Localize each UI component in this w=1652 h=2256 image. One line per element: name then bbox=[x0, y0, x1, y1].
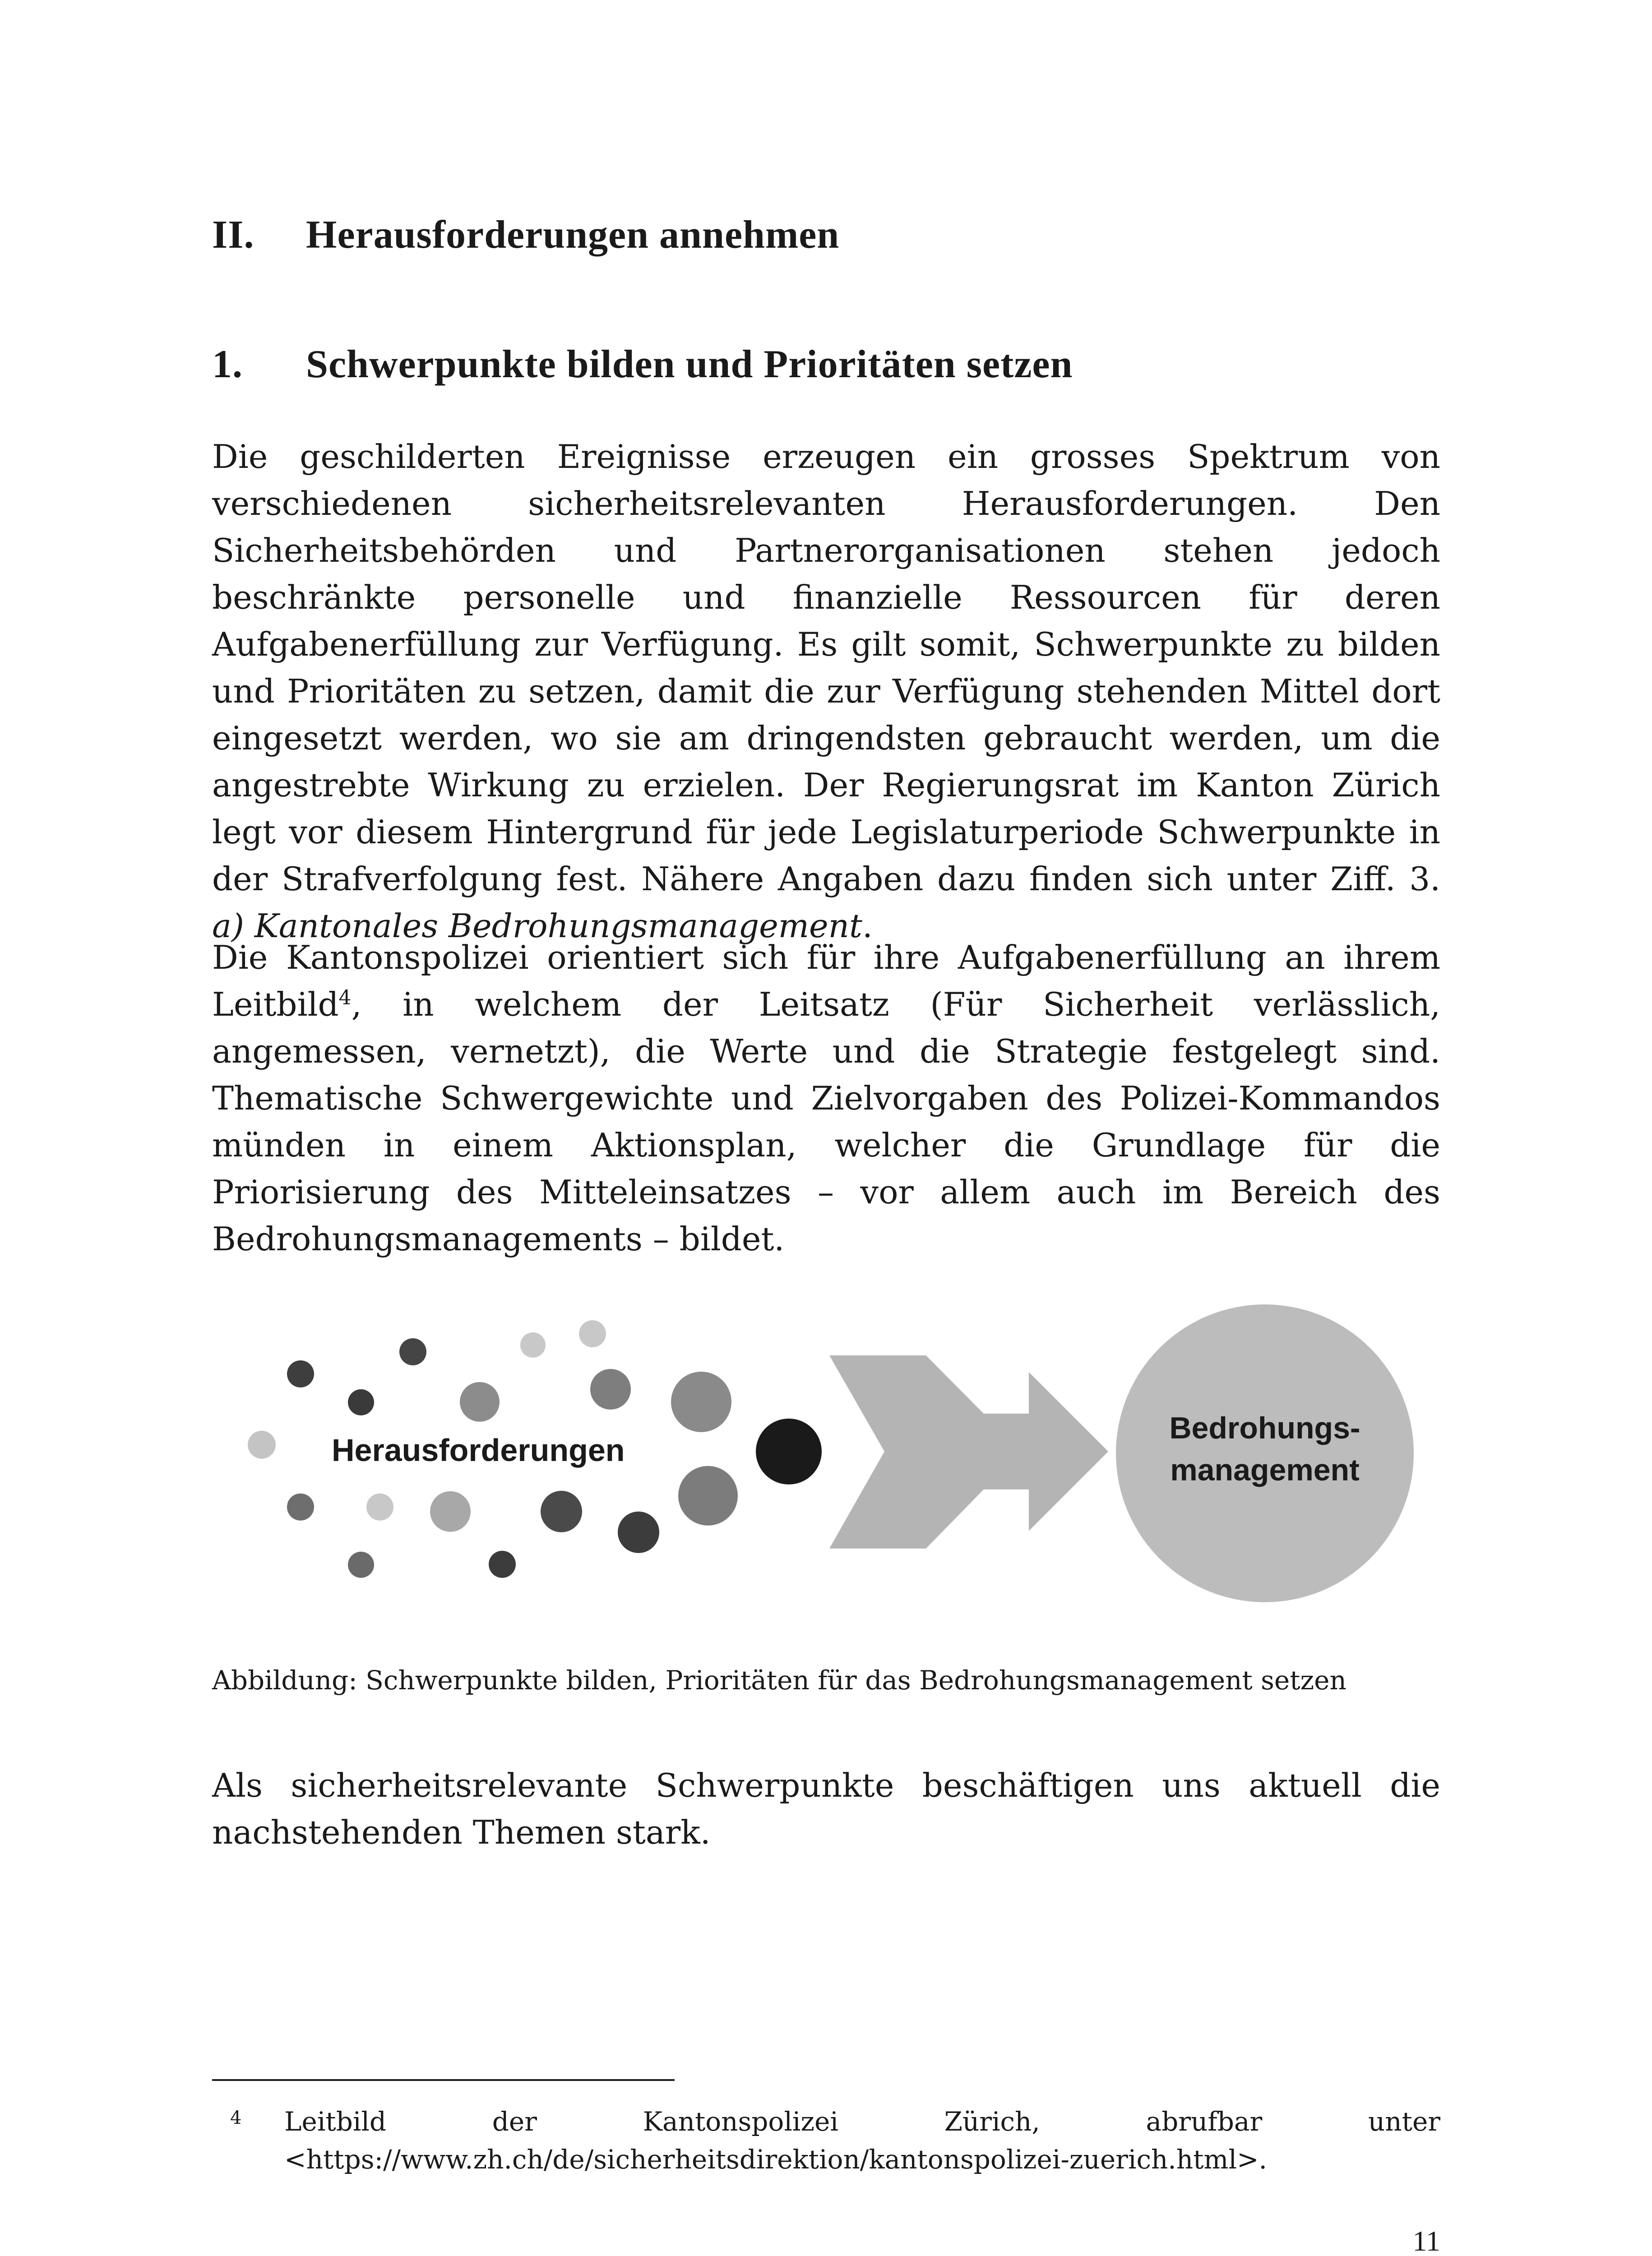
challenges-label: Herausforderungen bbox=[332, 1433, 625, 1468]
dot bbox=[671, 1372, 731, 1432]
footnote-number: 4 bbox=[230, 2108, 242, 2128]
body-paragraph-2 bbox=[212, 934, 1440, 1262]
dot bbox=[366, 1493, 393, 1521]
paragraph-text: Die geschilderten Ereignisse erzeugen ein grosses Spektrum von verschiedenen sicherheitsrelevanten Herausforderungen. Den Sicherheitsbehörden und Partnerorganisationen stehen jedoch beschränkte personelle und finanzielle Ressourcen für deren Aufgabenerfüllung zur Verfügung. Es gilt somit, Schwerpunkte zu bilden und Prioritäten zu setzen, damit die zur Verfügung stehenden Mittel dort eingesetzt werden, wo sie am dringendsten gebraucht werden, um die angestrebte Wirkung zu erzielen. Der Regierungsrat im Kanton Zürich legt vor diesem Hintergrund für jede Legislaturperiode Schwerpunkte in der Strafverfolgung fest. Nähere Angaben dazu finden sich unter Ziff. 3. bbox=[212, 438, 1440, 898]
dot bbox=[756, 1419, 822, 1484]
paragraph-text-end: , in welchem der Leitsatz (Für Sicherheit verlässlich, angemessen, vernetzt), die Werte und die Strategie festgelegt sind. Thematische Schwergewichte und Zielvorgaben des Polizei-Kommandos münden in einem Aktionsplan, welcher die Grundlage für die Priorisierung des Mitteleinsatzes – vor allem auch im Bereich des Bedrohungsmanagements – bildet. bbox=[212, 985, 1440, 1258]
subsection-number: 1. bbox=[212, 342, 243, 386]
dot bbox=[348, 1389, 374, 1415]
paragraph-text: Die Kantonspolizei orientiert sich für ihre Aufgabenerfüllung an ihrem Leitbild bbox=[212, 938, 1440, 1023]
footnote-reference[interactable]: 4 bbox=[338, 986, 352, 1009]
dot bbox=[287, 1360, 314, 1387]
dot bbox=[618, 1512, 659, 1553]
footnote-text: Leitbild der Kantonspolizei Zürich, abrufbar unter <https://www.zh.ch/de/sicherheitsdirektion/kantonspolizei-zuerich.html>. bbox=[284, 2106, 1440, 2175]
target-label-line1: Bedrohungs- bbox=[1169, 1411, 1360, 1445]
body-paragraph-1 bbox=[212, 433, 1440, 949]
section-heading bbox=[212, 212, 839, 258]
figure-caption: Abbildung: Schwerpunkte bilden, Prioritäten für das Bedrohungsmanagement setzen bbox=[212, 1665, 1347, 1696]
dot bbox=[520, 1332, 546, 1358]
figure-graphic bbox=[212, 1295, 1440, 1620]
dot bbox=[348, 1552, 374, 1578]
footnote-divider bbox=[212, 2079, 675, 2081]
cross-reference: a) Kantonales Bedrohungsmanagement bbox=[212, 907, 862, 945]
body-paragraph-3: Als sicherheitsrelevante Schwerpunkte beschäftigen uns aktuell die nachstehenden Themen stark. bbox=[212, 1766, 1440, 1851]
subsection-heading bbox=[212, 342, 1073, 387]
dot bbox=[287, 1493, 314, 1521]
section-number: II. bbox=[212, 213, 255, 257]
priority-figure bbox=[212, 1295, 1440, 1620]
target-label-line2: management bbox=[1170, 1453, 1360, 1487]
page-number: 11 bbox=[1412, 2225, 1440, 2256]
dot bbox=[489, 1551, 516, 1578]
dot bbox=[430, 1491, 471, 1532]
arrow-right-icon bbox=[829, 1355, 1108, 1549]
dot bbox=[579, 1320, 606, 1347]
dot bbox=[541, 1491, 582, 1532]
dot bbox=[678, 1466, 738, 1526]
dot bbox=[460, 1382, 500, 1422]
dot bbox=[399, 1338, 426, 1365]
dot bbox=[590, 1369, 631, 1410]
dot bbox=[248, 1431, 276, 1459]
footnote bbox=[212, 2103, 1440, 2178]
paragraph-text-end: . bbox=[862, 907, 873, 945]
subsection-title: Schwerpunkte bilden und Prioritäten setzen bbox=[306, 342, 1073, 386]
section-title: Herausforderungen annehmen bbox=[306, 213, 840, 257]
